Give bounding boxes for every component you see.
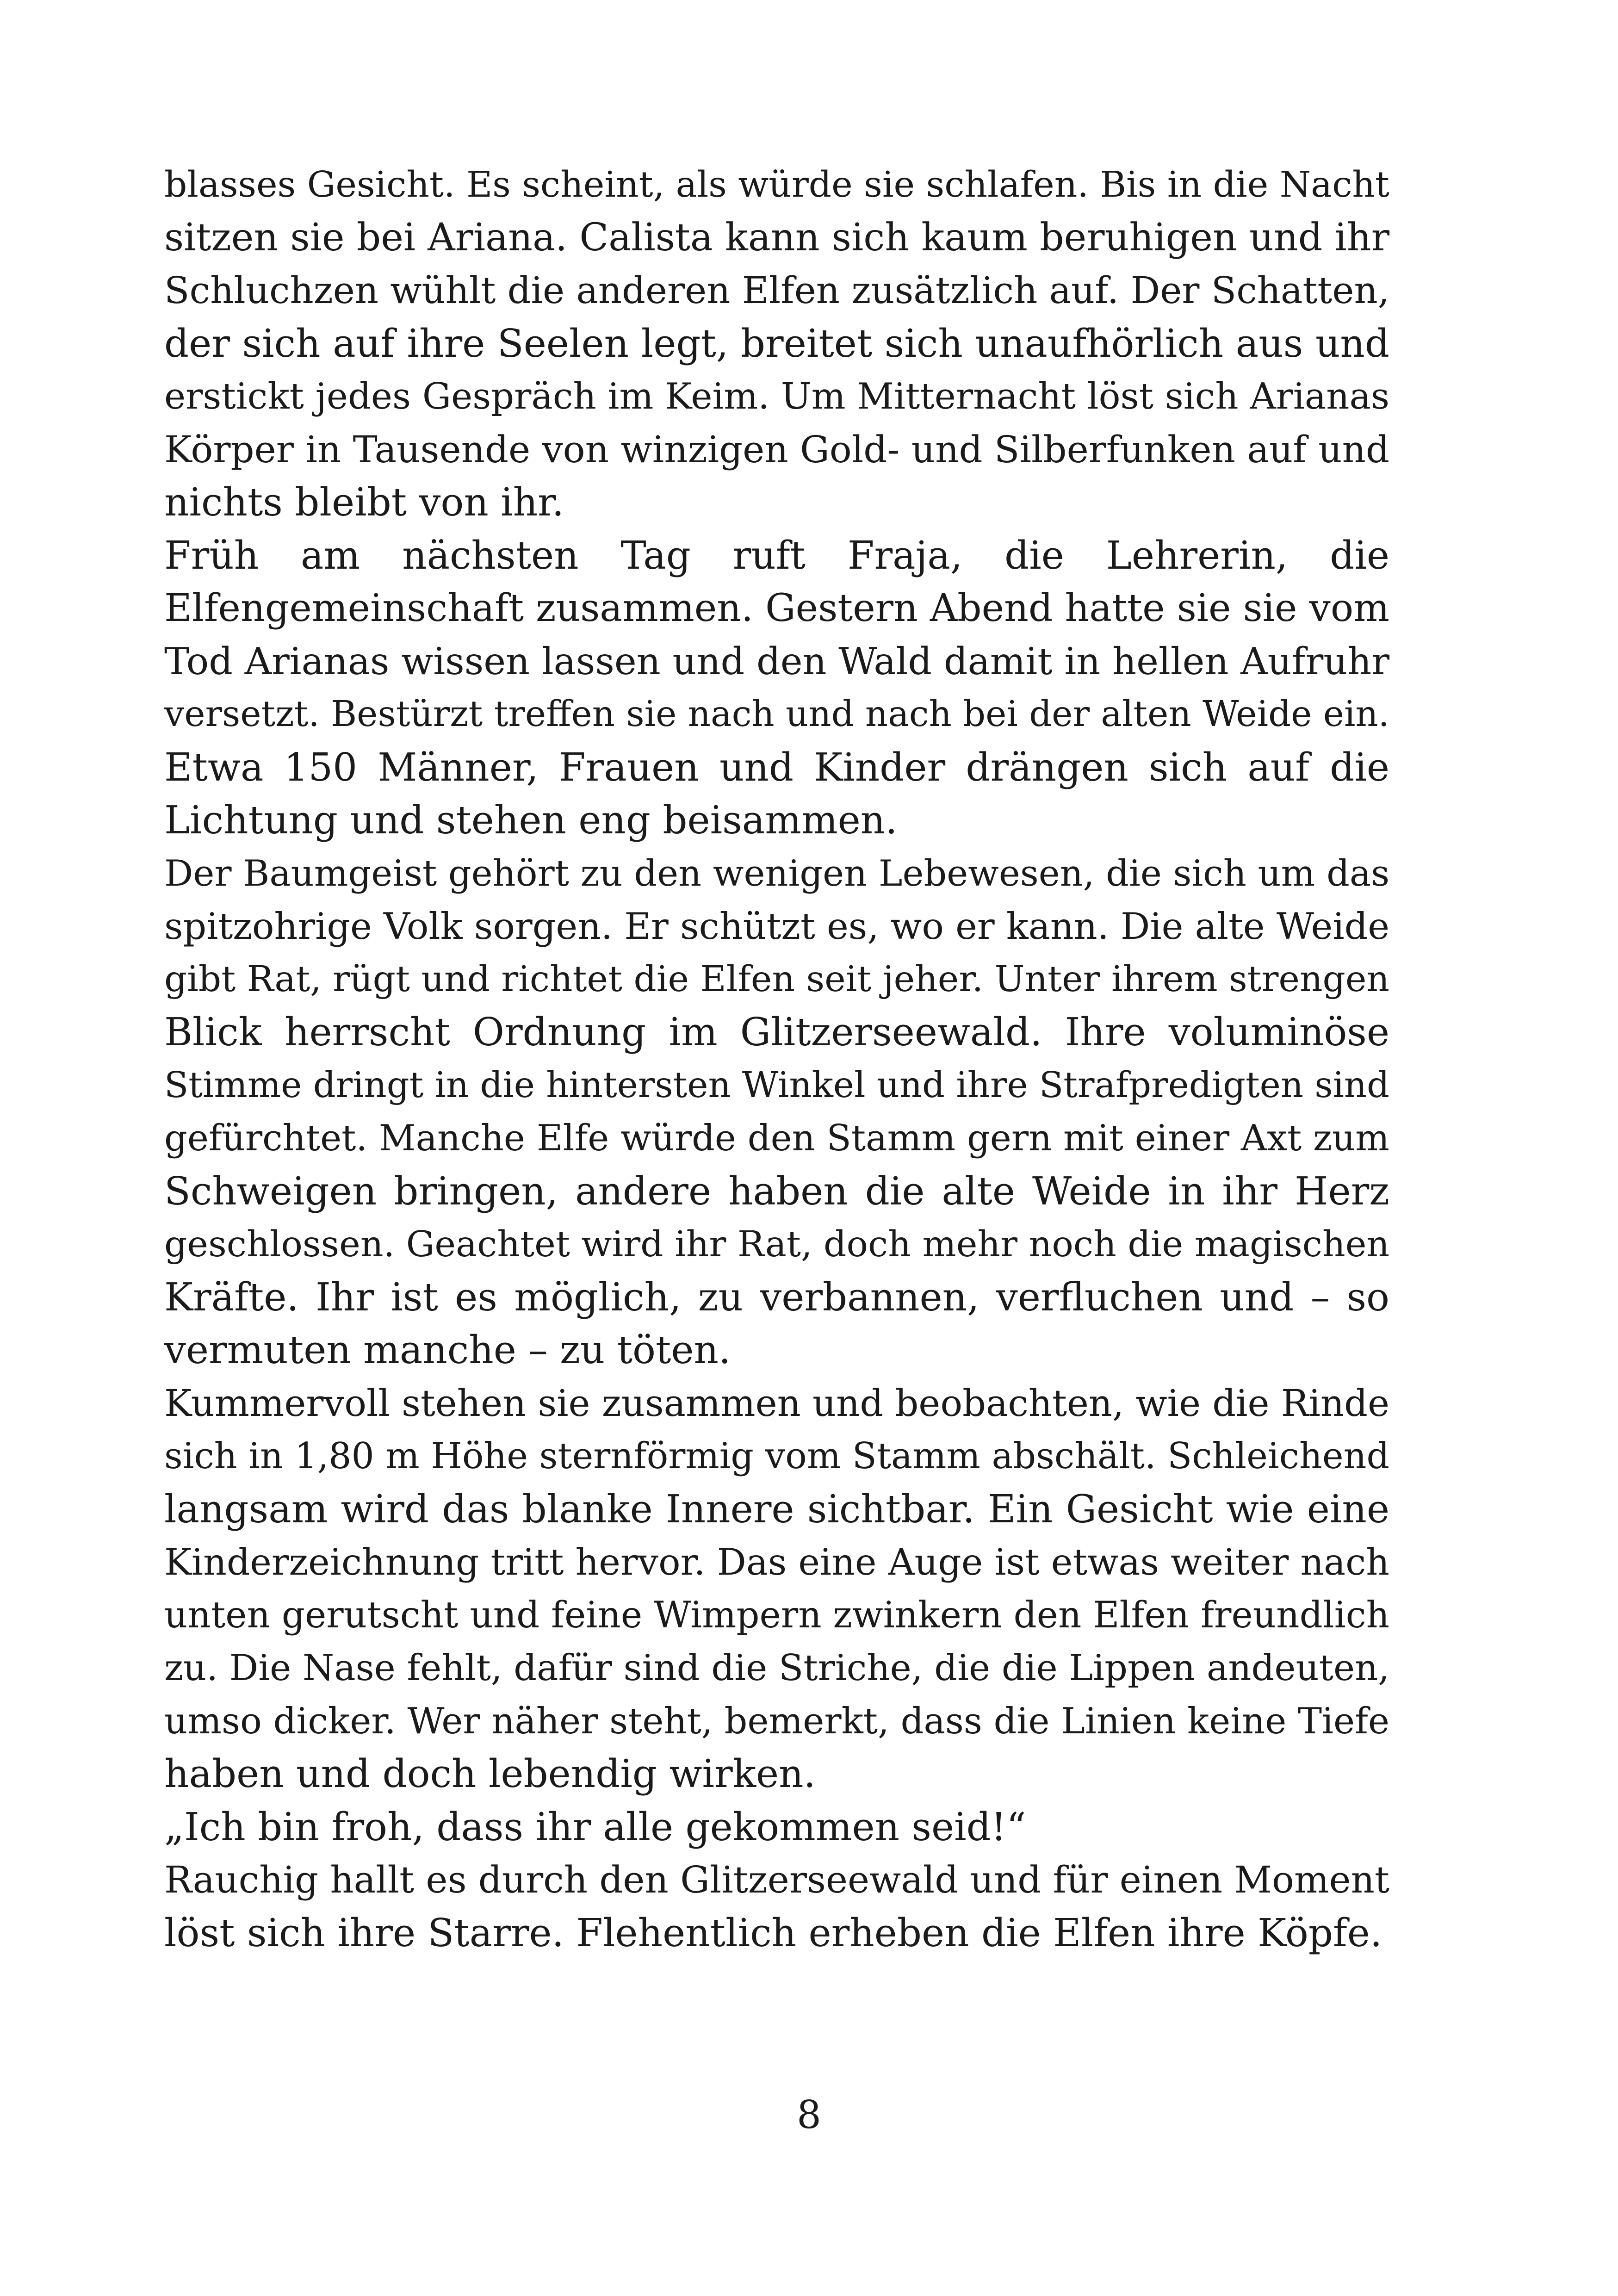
text-line: Blick herrscht Ordnung im Glitzerseewald. Ihre voluminöse (164, 1010, 1389, 1055)
text-line: spitzohrige Volk sorgen. Er schützt es, wo er kann. Die alte Weide (164, 905, 1389, 948)
text-line: gefürchtet. Manche Elfe würde den Stamm gern mit einer Axt zum (164, 1117, 1389, 1159)
text-line: Kinderzeichnung tritt hervor. Das eine Auge ist etwas weiter nach (164, 1541, 1389, 1583)
text-line: haben und doch lebendig wirken. (164, 1751, 816, 1796)
paragraph (164, 1801, 1389, 1854)
text-line: geschlossen. Geachtet wird ihr Rat, doch mehr noch die magischen (164, 1223, 1390, 1265)
text-line: sitzen sie bei Ariana. Calista kann sich kaum beruhigen und ihr (164, 215, 1389, 260)
text-line: nichts bleibt von ihr. (164, 480, 564, 525)
text-line: blasses Gesicht. Es scheint, als würde sie schlafen. Bis in die Nacht (164, 164, 1389, 205)
text-line: Kummervoll stehen sie zusammen und beobachten, wie die Rinde (164, 1381, 1389, 1425)
text-line: vermuten manche – zu töten. (164, 1328, 731, 1372)
text-line: langsam wird das blanke Innere sichtbar. Ein Gesicht wie eine (164, 1486, 1389, 1532)
text-line: versetzt. Bestürzt treffen sie nach und nach bei der alten Weide ein. (164, 694, 1389, 735)
text-line: Kräfte. Ihr ist es möglich, zu verbannen, verfluchen und – so (164, 1274, 1389, 1320)
text-line: Schluchzen wühlt die anderen Elfen zusätzlich auf. Der Schatten, (164, 269, 1389, 312)
text-line: Tod Arianas wissen lassen und den Wald damit in hellen Aufruhr (164, 639, 1389, 683)
text-line: Der Baumgeist gehört zu den wenigen Lebewesen, die sich um das (164, 852, 1390, 894)
text-line: Schweigen bringen, andere haben die alte Weide in ihr Herz (164, 1168, 1389, 1214)
text-line: erstickt jedes Gespräch im Keim. Um Mitternacht löst sich Arianas (164, 376, 1389, 417)
body-text (164, 158, 1389, 1960)
paragraph (164, 1377, 1389, 1801)
text-line: Körper in Tausende von winzigen Gold- und Silberfunken auf und (164, 428, 1389, 471)
text-line: Stimme dringt in die hintersten Winkel und ihre Strafpredigten sind (164, 1064, 1389, 1106)
text-line: sich in 1,80 m Höhe sternförmig vom Stamm abschält. Schleichend (164, 1435, 1389, 1477)
paragraph (164, 1854, 1389, 1960)
text-line: gibt Rat, rügt und richtet die Elfen seit jeher. Unter ihrem strengen (164, 958, 1389, 1000)
page-number: 8 (797, 2092, 821, 2137)
text-line: unten gerutscht und feine Wimpern zwinkern den Elfen freundlich (164, 1594, 1389, 1636)
paragraph (164, 529, 1389, 847)
paragraph (164, 158, 1389, 529)
text-line: Etwa 150 Männer, Frauen und Kinder drängen sich auf die (164, 745, 1389, 790)
text-line: der sich auf ihre Seelen legt, breitet sich unaufhörlich aus und (164, 321, 1389, 366)
text-line: Elfengemeinschaft zusammen. Gestern Abend hatte sie sie vom (164, 586, 1389, 630)
text-line: Rauchig hallt es durch den Glitzerseewald und für einen Moment (164, 1858, 1389, 1901)
text-line: „Ich bin froh, dass ihr alle gekommen seid!“ (164, 1804, 1026, 1849)
text-line: umso dicker. Wer näher steht, bemerkt, dass die Linien keine Tiefe (164, 1700, 1389, 1742)
text-line: zu. Die Nase fehlt, dafür sind die Striche, die die Lippen andeuten, (164, 1647, 1389, 1689)
paragraph (164, 847, 1389, 1377)
text-line: Lichtung und stehen eng beisammen. (164, 798, 898, 843)
text-line: Früh am nächsten Tag ruft Fraja, die Lehrerin, die (164, 533, 1389, 578)
text-line: löst sich ihre Starre. Flehentlich erheben die Elfen ihre Köpfe. (164, 1910, 1382, 1955)
